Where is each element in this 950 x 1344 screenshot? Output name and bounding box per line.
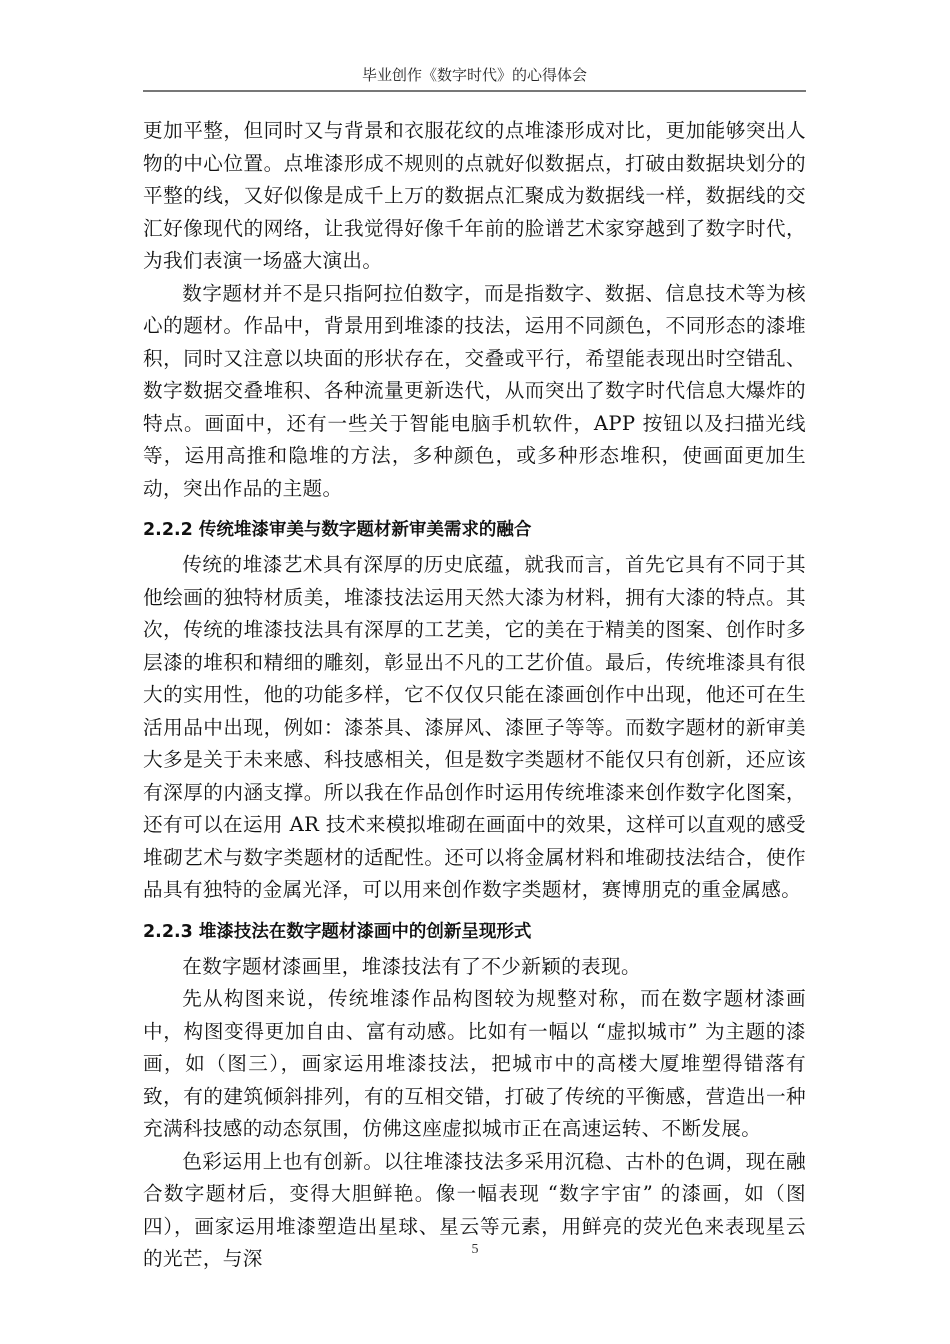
paragraph-traditional-aesthetics: 传统的堆漆艺术具有深厚的历史底蕴，就我而言，首先它具有不同于其他绘画的独特材质美，堆漆技法运用天然大漆为材料，拥有大漆的特点。其次，传统的堆漆技法具有深厚的工艺美，它的美在于精美的图案、创作时多层漆的堆积和精细的雕刻，彰显出不凡的工艺价值。最后，传统堆漆具有很大的实用性，他的功能多样，它不仅仅只能在漆画创作中出现，他还可在生活用品中出现，例如：漆茶具、漆屏风、漆匣子等等。而数字题材的新审美大多是关于未来感、科技感相关，但是数字类题材不能仅只有创新，还应该有深厚的内涵支撑。所以我在作品创作时运用传统堆漆来创作数字化图案，还有可以在运用 AR 技术来模拟堆砌在画面中的效果，这样可以直观的感受堆砌艺术与数字类题材的适配性。还可以将金属材料和堆砌技法结合，使作品具有独特的金属光泽，可以用来创作数字类题材，赛博朋克的重金属感。 — [143, 553, 806, 901]
paragraph-color: 色彩运用上也有创新。以往堆漆技法多采用沉稳、古朴的色调，现在融合数字题材后，变得大胆鲜艳。像一幅表现 “数字宇宙” 的漆画，如（图四），画家运用堆漆塑造出星球、星云等元素，用鲜亮的荧光色来表现星云的光芒，与深 — [143, 1149, 806, 1270]
section-heading-2-2-3: 2.2.3 堆漆技法在数字题材漆画中的创新呈现形式 — [143, 921, 532, 942]
section-heading-2-2-2: 2.2.2 传统堆漆审美与数字题材新审美需求的融合 — [143, 520, 532, 540]
page-header — [143, 62, 806, 92]
paragraph-intro-innovation: 在数字题材漆画里，堆漆技法有了不少新颖的表现。 — [182, 954, 641, 978]
paragraph-digital-theme: 数字题材并不是只指阿拉伯数字，而是指数字、数据、信息技术等为核心的题材。作品中，背景用到堆漆的技法，运用不同颜色，不同形态的漆堆积，同时又注意以块面的形状存在，交叠或平行，希望能表现出时空错乱、数字数据交叠堆积、各种流量更新迭代，从而突出了数字时代信息大爆炸的特点。画面中，还有一些关于智能电脑手机软件，APP 按钮以及扫描光线等，运用高推和隐堆的方法，多种颜色，或多种形态堆积，使画面更加生动，突出作品的主题。 — [143, 281, 806, 500]
header-title: 毕业创作《数字时代》的心得体会 — [361, 66, 587, 84]
page-number: 5 — [471, 1242, 479, 1257]
paragraph-continuation: 更加平整，但同时又与背景和衣服花纹的点堆漆形成对比，更加能够突出人物的中心位置。点堆漆形成不规则的点就好似数据点，打破由数据块划分的平整的线，又好似像是成千上万的数据点汇聚成为数据线一样，数据线的交汇好像现代的网络，让我觉得好像千年前的脸谱艺术家穿越到了数字时代，为我们表演一场盛大演出。 — [143, 119, 806, 272]
paragraph-composition: 先从构图来说，传统堆漆作品构图较为规整对称，而在数字题材漆画中，构图变得更加自由、富有动感。比如有一幅以 “虚拟城市” 为主题的漆画，如（图三），画家运用堆漆技法，把城市中的高楼大厦堆塑得错落有致，有的建筑倾斜排列，有的互相交错，打破了传统的平衡感，营造出一种充满科技感的动态氛围，仿佛这座虚拟城市正在高速运转、不断发展。 — [143, 987, 806, 1140]
document-body — [143, 115, 806, 1276]
